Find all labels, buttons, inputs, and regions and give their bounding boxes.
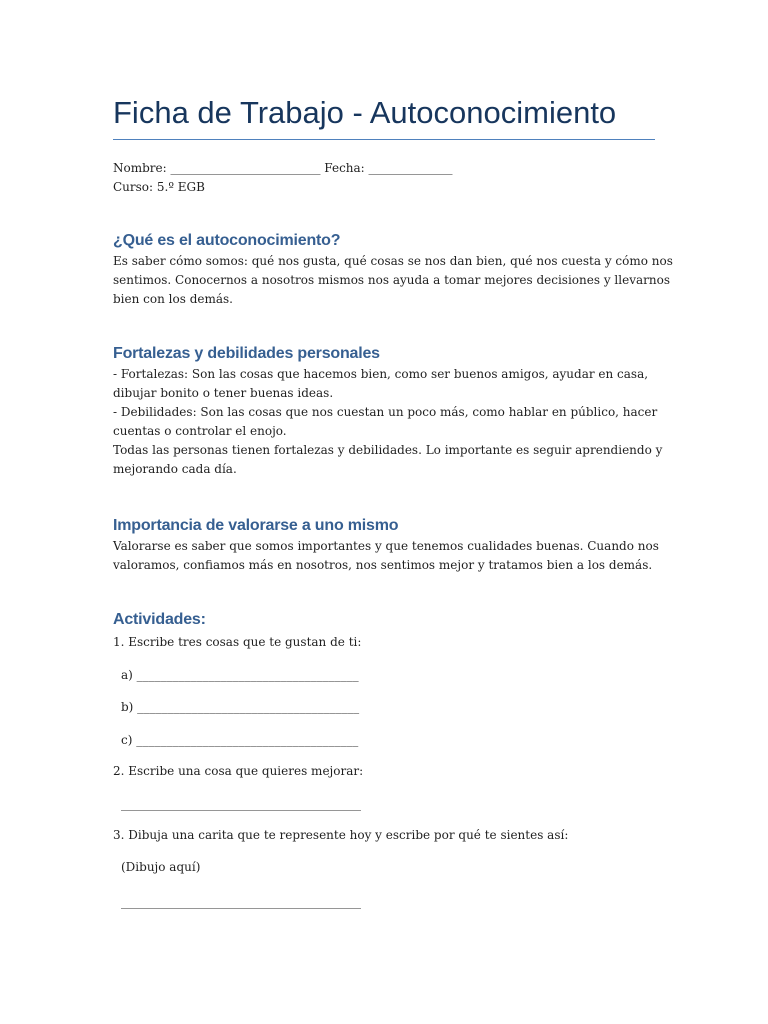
section-heading-autoconocimiento: ¿Qué es el autoconocimiento? <box>113 232 341 249</box>
drawing-area-label <box>113 858 663 877</box>
paragraph-line: dibujar bonito o tener buenas ideas. <box>113 386 334 400</box>
section-heading-valorarse: Importancia de valorarse a uno mismo <box>113 517 399 534</box>
section-fortalezas <box>113 343 663 479</box>
name-date-line: Nombre: _________________________ Fecha: ______________ <box>113 161 453 175</box>
section-autoconocimiento <box>113 230 673 309</box>
paragraph-line: Todas las personas tienen fortalezas y debilidades. Lo importante es seguir aprendiendo y <box>113 443 663 457</box>
answer-line-a-text: a) _____________________________________ <box>121 668 359 682</box>
page-title: Ficha de Trabajo - Autoconocimiento <box>113 95 617 130</box>
course-line: Curso: 5.º EGB <box>113 180 205 194</box>
paragraph-line: cuentas o controlar el enojo. <box>113 424 287 438</box>
paragraph-line: - Debilidades: Son las cosas que nos cuestan un poco más, como hablar en público, hacer <box>113 405 658 419</box>
section-heading-fortalezas: Fortalezas y debilidades personales <box>113 345 380 362</box>
paragraph-line: Valorarse es saber que somos importantes y que tenemos cualidades buenas. Cuando nos <box>113 539 659 553</box>
question-3-text: 3. Dibuja una carita que te represente hoy y escribe por qué te sientes así: <box>113 828 569 842</box>
answer-line-q3-text: ________________________________________ <box>121 895 361 909</box>
student-info <box>113 159 655 197</box>
answer-line-b[interactable] <box>113 698 663 717</box>
paragraph-line: Es saber cómo somos: qué nos gusta, qué cosas se nos dan bien, qué nos cuesta y cómo nos <box>113 254 673 268</box>
answer-line-c[interactable] <box>113 731 663 750</box>
drawing-placeholder-text: (Dibujo aquí) <box>121 860 201 874</box>
answer-line-q2-text: ________________________________________ <box>121 797 361 811</box>
answer-line-c-text: c) _____________________________________ <box>121 733 359 747</box>
question-3 <box>113 826 655 845</box>
question-1-text: 1. Escribe tres cosas que te gustan de ti: <box>113 635 362 649</box>
section-actividades <box>113 609 655 631</box>
question-2 <box>113 762 655 781</box>
answer-line-q2[interactable] <box>113 795 663 814</box>
paragraph-line: mejorando cada día. <box>113 462 237 476</box>
paragraph-line: - Fortalezas: Son las cosas que hacemos bien, como ser buenos amigos, ayudar en casa, <box>113 367 649 381</box>
paragraph-line: bien con los demás. <box>113 292 233 306</box>
paragraph-line: sentimos. Conocernos a nosotros mismos nos ayuda a tomar mejores decisiones y llevarnos <box>113 273 670 287</box>
question-2-text: 2. Escribe una cosa que quieres mejorar: <box>113 764 364 778</box>
answer-line-b-text: b) _____________________________________ <box>121 700 360 714</box>
answer-line-q3[interactable] <box>113 893 663 912</box>
answer-line-a[interactable] <box>113 666 663 685</box>
title-underline <box>113 139 655 140</box>
section-heading-actividades: Actividades: <box>113 611 206 628</box>
paragraph-line: valoramos, confiamos más en nosotros, nos sentimos mejor y tratamos bien a los demás. <box>113 558 653 572</box>
section-valorarse <box>113 515 659 575</box>
question-1 <box>113 633 655 652</box>
